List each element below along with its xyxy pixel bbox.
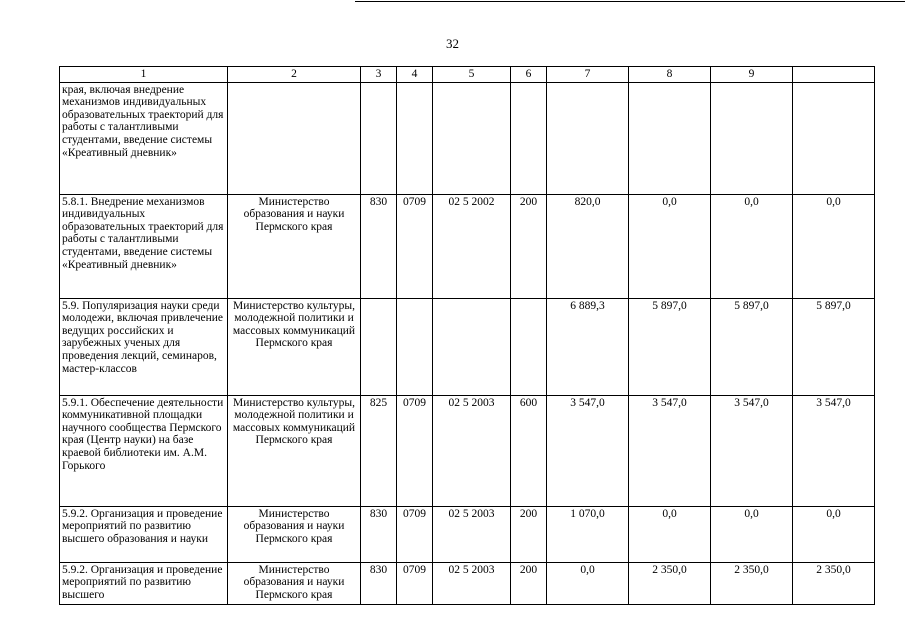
- cell-value: [711, 82, 793, 194]
- cell-value: 820,0: [547, 194, 629, 298]
- header-cell: 4: [397, 67, 433, 83]
- cell-value: 0,0: [547, 562, 629, 604]
- cell-target: 02 5 2003: [433, 395, 511, 506]
- header-cell: 8: [629, 67, 711, 83]
- table-row: [60, 395, 875, 506]
- row-name: края, включая внедрение механизмов индивидуальных образовательных траекторий для работы с талантливыми студентами, введение системы «Креативный дневник»: [60, 82, 228, 194]
- cell-value: 3 547,0: [629, 395, 711, 506]
- cell-vr: 200: [511, 562, 547, 604]
- header-cell: 6: [511, 67, 547, 83]
- row-executor: Министерство культуры, молодежной политики и массовых коммуникаций Пермского края: [228, 298, 361, 395]
- cell-value: 2 350,0: [711, 562, 793, 604]
- row-name: 5.9.2. Организация и проведение мероприятий по развитию высшего образования и науки: [60, 506, 228, 562]
- row-name: 5.9. Популяризация науки среди молодежи, включая привлечение ведущих российских и зарубежных ученых для проведения лекций, семинаров, мастер-классов: [60, 298, 228, 395]
- cell-target: 02 5 2003: [433, 562, 511, 604]
- cell-value: 3 547,0: [547, 395, 629, 506]
- cell-value: 3 547,0: [711, 395, 793, 506]
- cell-value: 5 897,0: [793, 298, 875, 395]
- cell-value: 2 350,0: [793, 562, 875, 604]
- cell-section: [397, 298, 433, 395]
- row-executor: Министерство образования и науки Пермского края: [228, 194, 361, 298]
- cell-value: 5 897,0: [629, 298, 711, 395]
- cell-section: 0709: [397, 506, 433, 562]
- cell-grbs: 830: [361, 506, 397, 562]
- cell-grbs: 830: [361, 194, 397, 298]
- cell-vr: [511, 298, 547, 395]
- cell-vr: 200: [511, 194, 547, 298]
- budget-table: [59, 66, 875, 605]
- cell-grbs: [361, 298, 397, 395]
- cell-value: 0,0: [711, 194, 793, 298]
- cell-value: 0,0: [629, 506, 711, 562]
- page-number: 32: [446, 36, 459, 51]
- row-executor: Министерство образования и науки Пермского края: [228, 506, 361, 562]
- cell-value: 0,0: [793, 506, 875, 562]
- cell-value: 2 350,0: [629, 562, 711, 604]
- cell-value: 6 889,3: [547, 298, 629, 395]
- top-rule: [355, 1, 905, 2]
- cell-target: 02 5 2003: [433, 506, 511, 562]
- row-name: 5.9.1. Обеспечение деятельности коммуникативной площадки научного сообщества Пермского края (Центр науки) на базе краевой библиотеки им. А.М. Горького: [60, 395, 228, 506]
- row-executor: Министерство образования и науки Пермского края: [228, 562, 361, 604]
- cell-value: 1 070,0: [547, 506, 629, 562]
- cell-value: 0,0: [629, 194, 711, 298]
- header-cell: 3: [361, 67, 397, 83]
- row-executor: [228, 82, 361, 194]
- cell-grbs: [361, 82, 397, 194]
- cell-grbs: 825: [361, 395, 397, 506]
- header-cell: 1: [60, 67, 228, 83]
- table-row: [60, 194, 875, 298]
- cell-grbs: 830: [361, 562, 397, 604]
- cell-vr: 200: [511, 506, 547, 562]
- cell-section: [397, 82, 433, 194]
- cell-vr: 600: [511, 395, 547, 506]
- cell-value: [629, 82, 711, 194]
- table-row: [60, 562, 875, 604]
- cell-section: 0709: [397, 194, 433, 298]
- table-row: [60, 506, 875, 562]
- table-row: [60, 82, 875, 194]
- cell-value: [547, 82, 629, 194]
- row-name: 5.9.2. Организация и проведение мероприятий по развитию высшего: [60, 562, 228, 604]
- row-executor: Министерство культуры, молодежной политики и массовых коммуникаций Пермского края: [228, 395, 361, 506]
- cell-target: 02 5 2002: [433, 194, 511, 298]
- cell-value: 0,0: [711, 506, 793, 562]
- cell-section: 0709: [397, 395, 433, 506]
- header-cell: 5: [433, 67, 511, 83]
- cell-section: 0709: [397, 562, 433, 604]
- header-cell: 2: [228, 67, 361, 83]
- header-row: [60, 67, 875, 83]
- cell-target: [433, 82, 511, 194]
- header-cell: [793, 67, 875, 83]
- cell-vr: [511, 82, 547, 194]
- cell-value: 0,0: [793, 194, 875, 298]
- row-name: 5.8.1. Внедрение механизмов индивидуальных образовательных траекторий для работы с талантливыми студентами, введение системы «Креативный дневник»: [60, 194, 228, 298]
- cell-target: [433, 298, 511, 395]
- cell-value: [793, 82, 875, 194]
- cell-value: 3 547,0: [793, 395, 875, 506]
- cell-value: 5 897,0: [711, 298, 793, 395]
- header-cell: 9: [711, 67, 793, 83]
- table-row: [60, 298, 875, 395]
- header-cell: 7: [547, 67, 629, 83]
